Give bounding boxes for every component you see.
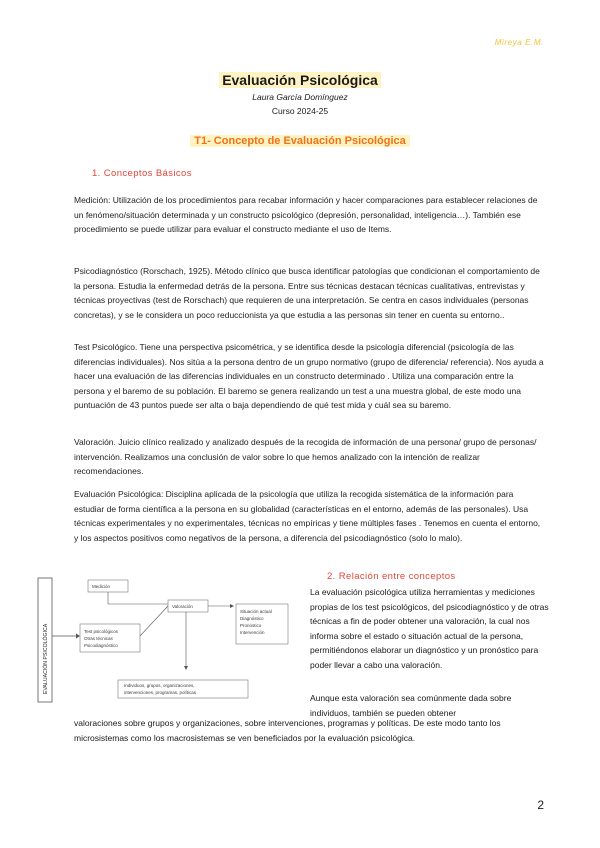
paragraph-medicion: Medición: Utilización de los procedimientos para recabar información y hacer comparaciones para establecer relaciones de un fenómeno/situación determinada y un constructo psicológico (depresión, personalidad, inteligencia…). También ese procedimiento se puede utilizar para evaluar el constructo mediante el uso de Items. [74,195,538,235]
diagram-outcome-1: Situación actual [240,609,272,614]
diagram-outcome-3: Pronóstico [240,623,262,628]
page-number: 2 [537,798,544,812]
paragraph-relacion-1: La evaluación psicológica utiliza herramientas y mediciones propias de los test psicológicos, del psicodiagnóstico y de otras técnicas a fin de poder obtener una valoración, la cual nos informa sobre el estado o situación actual de la persona, permitiéndonos elaborar un diagnóstico y un pronóstico para poder llevar a cabo una valoración. [310,587,549,670]
paragraph-test-psicologico: Test Psicológico. Tiene una perspectiva psicométrica, y se identifica desde la psicología diferencial (psicología de las diferencias individuales). Nos sitúa a la persona dentro de un grupo normativo (grupo de diferencia/ referencia). Nos ayuda a hacer una evaluación de las diferencias individuales en un constructo determinado . Utiliza una comparación entre la persona y el baremo de su población. El baremo se genera realizando un test a una muestra global, de este modo una puntuación de 43 puntos puede ser alta o baja dependiendo de qué test mida y cuál sea su baremo. [74,342,544,411]
diagram-outcome-4: Intervención [240,630,265,635]
diagram-valoracion: Valoración [172,604,193,609]
paragraph-valoracion: Valoración. Juicio clínico realizado y analizado después de la recogida de información de una persona/ grupo de personas/ intervención. Realizamos una conclusión de valor sobre lo que hemos analizado con la intención de realizar recomendaciones. [74,437,537,477]
heading-relacion-conceptos: 2. Relación entre conceptos [327,571,456,582]
heading-conceptos-basicos: 1. Conceptos Básicos [92,168,192,179]
diagram-target-2: intervenciones, programas, políticas [124,690,197,695]
diagram-outcome-2: Diagnóstico [240,616,264,621]
diagram-medicion: Medición [92,584,111,589]
paragraph-psicodiagnostico: Psicodiagnóstico (Rorschach, 1925). Método clínico que busca identificar patologías que condicionan el comportamiento de la persona. Estudia la enfermedad detrás de la persona. Entre sus técnicas destacan técnicas cualitativas, entrevistas y técnicas proyectivas (test de Rorschach) que requieren de una interpretación. Se centra en casos individuales (personas concretas), y se le considera un poco reduccionista ya que estudia a las personas sin tener en cuenta su entorno.. [74,266,540,320]
diagram-tool-2: Otras técnicas [84,636,113,641]
diagram-target-1: Individuos, grupos, organizaciones, [124,683,195,688]
author-watermark: Mireya E.M. [494,38,544,47]
paragraph-relacion-2: Aunque esta valoración sea comúnmente dada sobre individuos, también se pueden obtener [310,693,512,718]
diagram-side-label: EVALUACIÓN PSICOLÓGICA [43,623,49,694]
document-course: Curso 2024-25 [271,106,329,116]
section-title: T1- Concepto de Evaluación Psicológica [0,135,600,147]
document-author: Laura García Domínguez [252,92,348,102]
document-title: Evaluación Psicológica [0,72,600,88]
paragraph-evaluacion-psicologica: Evaluación Psicológica: Disciplina aplicada de la psicología que utiliza la recogida sistemática de la información para estudiar de forma científica a la persona en su globalidad (características en el entorno, además de las personales). Usa técnicas experimentales y no experimentales, técnicas no empíricas y tiene múltiples fases . Tenemos en cuenta el entorno, y los aspectos positivos como negativos de la persona, a diferencia del psicodiagnóstico (solo lo malo). [74,489,541,543]
paragraph-relacion-3: valoraciones sobre grupos y organizaciones, sobre intervenciones, programas y políticas. De este modo tanto los microsistemas como los macrosistemas se ven beneficiados por la evaluación psicológica. [74,718,501,743]
concept-diagram [36,576,302,706]
diagram-tool-1: Test psicológicos [84,629,119,634]
diagram-tool-3: Psicodiagnóstico [84,643,118,648]
